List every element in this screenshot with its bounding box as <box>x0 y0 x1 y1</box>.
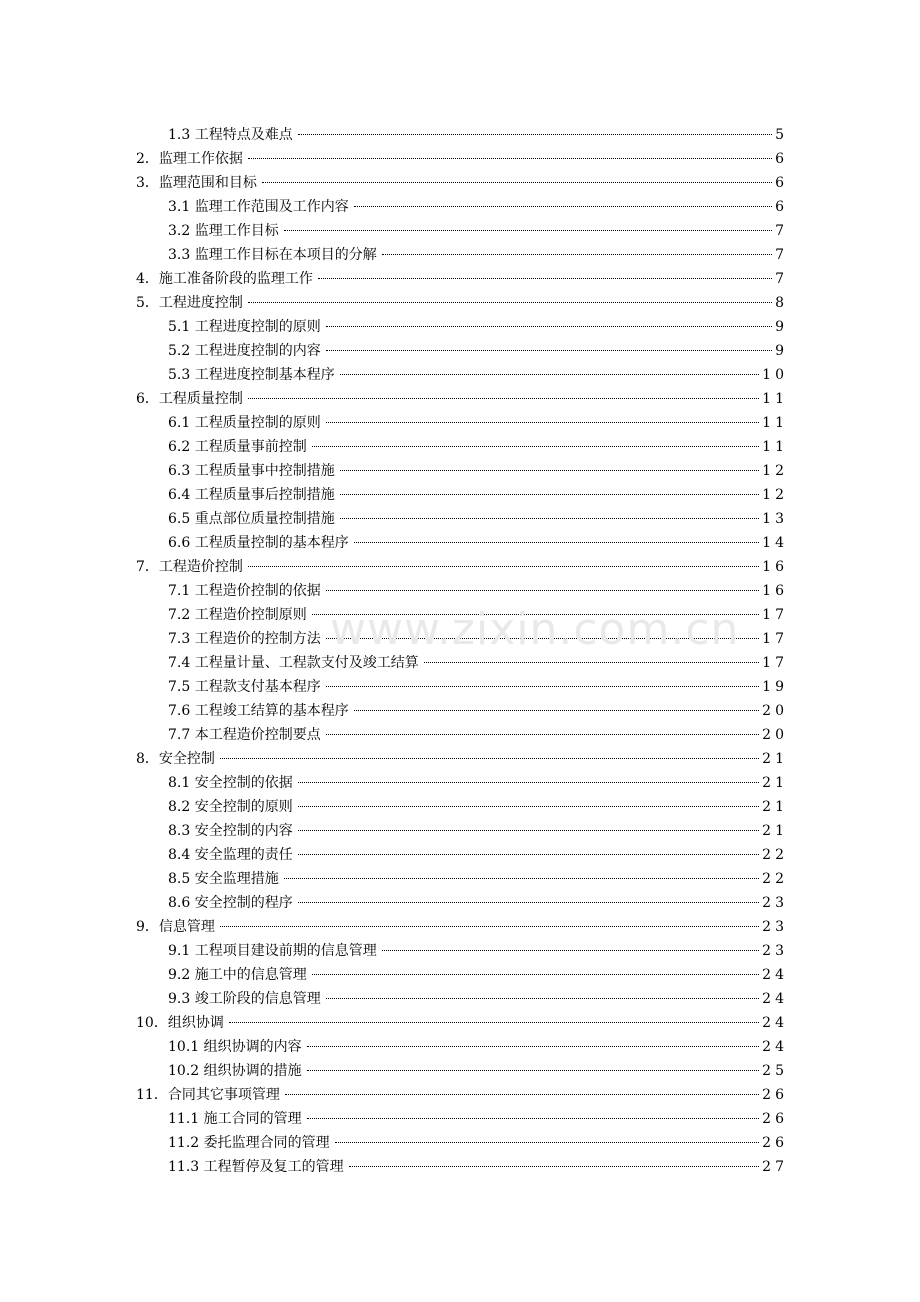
toc-dot-leader <box>326 422 759 423</box>
toc-dot-leader <box>382 950 759 951</box>
toc-entry-title: 7.7 本工程造价控制要点 <box>168 727 321 743</box>
toc-entry-page-number: 11 <box>762 391 788 407</box>
toc-entry-title: 1.3 工程特点及难点 <box>168 127 293 143</box>
toc-dot-leader <box>285 1094 759 1095</box>
toc-entry-page-number: 21 <box>762 799 788 815</box>
toc-entry-page-number: 20 <box>762 703 788 719</box>
toc-entry-page-number: 11 <box>762 415 788 431</box>
toc-entry[interactable] <box>0 891 920 915</box>
toc-entry[interactable] <box>0 147 920 171</box>
toc-entry-page-number: 22 <box>762 871 788 887</box>
toc-entry[interactable] <box>0 1131 920 1155</box>
toc-dot-leader <box>248 566 759 567</box>
toc-entry-page-number: 6 <box>775 151 788 167</box>
toc-entry-page-number: 24 <box>762 1039 788 1055</box>
toc-dot-leader <box>326 638 759 639</box>
toc-entry-title: 6.2 工程质量事前控制 <box>168 439 307 455</box>
toc-entry-title: 6．工程质量控制 <box>136 391 243 407</box>
toc-entry-page-number: 14 <box>762 535 788 551</box>
toc-entry-page-number: 10 <box>762 367 788 383</box>
toc-dot-leader <box>298 830 759 831</box>
toc-entry-page-number: 27 <box>762 1159 788 1175</box>
toc-dot-leader <box>298 782 759 783</box>
toc-dot-leader <box>326 686 759 687</box>
toc-dot-leader <box>284 230 772 231</box>
toc-entry[interactable] <box>0 435 920 459</box>
toc-entry-title: 7.6 工程竣工结算的基本程序 <box>168 703 349 719</box>
toc-entry-title: 6.5 重点部位质量控制措施 <box>168 511 335 527</box>
toc-entry-title: 6.4 工程质量事后控制措施 <box>168 487 335 503</box>
toc-entry-title: 3.2 监理工作目标 <box>168 223 279 239</box>
toc-dot-leader <box>424 662 759 663</box>
toc-entry-title: 8．安全控制 <box>136 751 215 767</box>
toc-entry-page-number: 23 <box>762 943 788 959</box>
toc-entry-page-number: 23 <box>762 895 788 911</box>
toc-entry-title: 5.1 工程进度控制的原则 <box>168 319 321 335</box>
toc-dot-leader <box>318 278 772 279</box>
toc-entry-title: 11.3 工程暂停及复工的管理 <box>168 1159 344 1175</box>
toc-entry[interactable] <box>0 963 920 987</box>
toc-dot-leader <box>248 158 772 159</box>
toc-entry-title: 2．监理工作依据 <box>136 151 243 167</box>
toc-dot-leader <box>340 494 759 495</box>
toc-dot-leader <box>312 614 759 615</box>
toc-entry-title: 8.3 安全控制的内容 <box>168 823 293 839</box>
toc-dot-leader <box>248 302 772 303</box>
toc-entry[interactable] <box>0 675 920 699</box>
toc-dot-leader <box>335 1142 760 1143</box>
toc-entry[interactable] <box>0 507 920 531</box>
toc-entry-page-number: 26 <box>762 1087 788 1103</box>
toc-dot-leader <box>307 1118 760 1119</box>
toc-dot-leader <box>298 902 759 903</box>
toc-entry-title: 8.4 安全监理的责任 <box>168 847 293 863</box>
toc-entry-title: 7.4 工程量计量、工程款支付及竣工结算 <box>168 655 419 671</box>
toc-dot-leader <box>326 350 772 351</box>
toc-entry-title: 9.1 工程项目建设前期的信息管理 <box>168 943 377 959</box>
toc-entry-page-number: 6 <box>775 199 788 215</box>
toc-entry[interactable] <box>0 939 920 963</box>
toc-dot-leader <box>298 134 772 135</box>
toc-entry-title: 11.2 委托监理合同的管理 <box>168 1135 330 1151</box>
toc-entry[interactable] <box>0 195 920 219</box>
toc-dot-leader <box>326 734 759 735</box>
toc-entry-page-number: 9 <box>775 319 788 335</box>
toc-entry[interactable] <box>0 867 920 891</box>
toc-entry[interactable] <box>0 1155 920 1179</box>
toc-dot-leader <box>312 974 759 975</box>
toc-entry[interactable] <box>0 1035 920 1059</box>
toc-entry[interactable] <box>0 267 920 291</box>
toc-entry-page-number: 26 <box>762 1111 788 1127</box>
toc-entry[interactable] <box>0 915 920 939</box>
toc-entry[interactable] <box>0 747 920 771</box>
toc-dot-leader <box>340 470 759 471</box>
toc-entry[interactable] <box>0 1107 920 1131</box>
toc-entry-title: 7.1 工程造价控制的依据 <box>168 583 321 599</box>
toc-entry-title: 8.6 安全控制的程序 <box>168 895 293 911</box>
toc-entry-title: 9．信息管理 <box>136 919 215 935</box>
toc-entry-page-number: 21 <box>762 823 788 839</box>
toc-dot-leader <box>312 446 759 447</box>
toc-entry[interactable] <box>0 843 920 867</box>
toc-entry-title: 7.5 工程款支付基本程序 <box>168 679 321 695</box>
toc-entry-title: 11．合同其它事项管理 <box>136 1087 280 1103</box>
toc-entry-page-number: 8 <box>775 295 788 311</box>
toc-entry-page-number: 11 <box>762 439 788 455</box>
toc-entry-page-number: 16 <box>762 559 788 575</box>
toc-entry-title: 8.1 安全控制的依据 <box>168 775 293 791</box>
toc-entry-page-number: 17 <box>762 631 788 647</box>
toc-entry-page-number: 17 <box>762 607 788 623</box>
toc-dot-leader <box>340 518 759 519</box>
toc-dot-leader <box>349 1166 760 1167</box>
toc-entry-page-number: 7 <box>775 271 788 287</box>
toc-dot-leader <box>307 1070 760 1071</box>
toc-entry[interactable] <box>0 1083 920 1107</box>
toc-entry[interactable] <box>0 459 920 483</box>
toc-entry-page-number: 7 <box>775 247 788 263</box>
toc-entry-title: 8.2 安全控制的原则 <box>168 799 293 815</box>
toc-entry-page-number: 16 <box>762 583 788 599</box>
toc-entry-page-number: 22 <box>762 847 788 863</box>
toc-entry-page-number: 7 <box>775 223 788 239</box>
toc-entry-page-number: 23 <box>762 919 788 935</box>
toc-entry-page-number: 21 <box>762 751 788 767</box>
toc-entry-page-number: 17 <box>762 655 788 671</box>
toc-entry[interactable] <box>0 339 920 363</box>
toc-entry-page-number: 20 <box>762 727 788 743</box>
toc-entry-title: 7．工程造价控制 <box>136 559 243 575</box>
toc-entry[interactable] <box>0 219 920 243</box>
toc-entry[interactable] <box>0 627 920 651</box>
toc-dot-leader <box>220 758 759 759</box>
toc-entry-page-number: 13 <box>762 511 788 527</box>
toc-entry-title: 11.1 施工合同的管理 <box>168 1111 302 1127</box>
toc-entry-page-number: 24 <box>762 1015 788 1031</box>
toc-entry-page-number: 5 <box>775 127 788 143</box>
toc-entry[interactable] <box>0 555 920 579</box>
toc-dot-leader <box>326 998 759 999</box>
table-of-contents <box>0 123 920 1179</box>
toc-dot-leader <box>326 590 759 591</box>
toc-entry-page-number: 19 <box>762 679 788 695</box>
toc-dot-leader <box>298 806 759 807</box>
toc-dot-leader <box>354 710 759 711</box>
toc-entry-title: 6.3 工程质量事中控制措施 <box>168 463 335 479</box>
toc-entry[interactable] <box>0 363 920 387</box>
toc-entry-title: 5．工程进度控制 <box>136 295 243 311</box>
toc-entry-page-number: 24 <box>762 991 788 1007</box>
toc-entry-title: 6.6 工程质量控制的基本程序 <box>168 535 349 551</box>
toc-dot-leader <box>340 374 759 375</box>
toc-entry[interactable] <box>0 795 920 819</box>
toc-dot-leader <box>284 878 759 879</box>
toc-dot-leader <box>382 254 772 255</box>
toc-entry-title: 10.2 组织协调的措施 <box>168 1063 302 1079</box>
toc-entry-page-number: 9 <box>775 343 788 359</box>
toc-entry-title: 3．监理范围和目标 <box>136 175 257 191</box>
toc-entry-title: 9.2 施工中的信息管理 <box>168 967 307 983</box>
toc-entry-title: 6.1 工程质量控制的原则 <box>168 415 321 431</box>
toc-entry[interactable] <box>0 987 920 1011</box>
toc-dot-leader <box>354 542 759 543</box>
toc-entry[interactable] <box>0 123 920 147</box>
toc-entry-page-number: 26 <box>762 1135 788 1151</box>
toc-entry[interactable] <box>0 819 920 843</box>
toc-entry-title: 3.3 监理工作目标在本项目的分解 <box>168 247 377 263</box>
toc-entry[interactable] <box>0 699 920 723</box>
toc-dot-leader <box>354 206 772 207</box>
watermark: www.zixin.com.cn <box>330 604 740 655</box>
toc-entry[interactable] <box>0 171 920 195</box>
toc-entry-title: 5.3 工程进度控制基本程序 <box>168 367 335 383</box>
toc-entry[interactable] <box>0 723 920 747</box>
toc-entry-title: 5.2 工程进度控制的内容 <box>168 343 321 359</box>
toc-entry[interactable] <box>0 291 920 315</box>
toc-dot-leader <box>262 182 772 183</box>
toc-dot-leader <box>326 326 772 327</box>
toc-dot-leader <box>298 854 759 855</box>
toc-dot-leader <box>220 926 759 927</box>
toc-entry-title: 4．施工准备阶段的监理工作 <box>136 271 313 287</box>
toc-entry-page-number: 12 <box>762 487 788 503</box>
toc-entry-title: 7.2 工程造价控制原则 <box>168 607 307 623</box>
toc-entry[interactable] <box>0 603 920 627</box>
toc-dot-leader <box>307 1046 760 1047</box>
toc-entry-page-number: 25 <box>762 1063 788 1079</box>
toc-entry[interactable] <box>0 531 920 555</box>
toc-entry[interactable] <box>0 771 920 795</box>
toc-dot-leader <box>248 398 759 399</box>
toc-dot-leader <box>229 1022 759 1023</box>
toc-entry[interactable] <box>0 651 920 675</box>
toc-entry-title: 8.5 安全监理措施 <box>168 871 279 887</box>
toc-entry-title: 10.1 组织协调的内容 <box>168 1039 302 1055</box>
toc-entry-title: 7.3 工程造价的控制方法 <box>168 631 321 647</box>
toc-entry[interactable] <box>0 483 920 507</box>
toc-entry-title: 10．组织协调 <box>136 1015 224 1031</box>
toc-entry[interactable] <box>0 315 920 339</box>
toc-entry[interactable] <box>0 387 920 411</box>
toc-entry-page-number: 12 <box>762 463 788 479</box>
toc-entry[interactable] <box>0 243 920 267</box>
toc-entry[interactable] <box>0 579 920 603</box>
toc-entry[interactable] <box>0 1059 920 1083</box>
toc-entry-page-number: 21 <box>762 775 788 791</box>
toc-entry-title: 9.3 竣工阶段的信息管理 <box>168 991 321 1007</box>
toc-entry-page-number: 6 <box>775 175 788 191</box>
toc-entry-page-number: 24 <box>762 967 788 983</box>
toc-entry[interactable] <box>0 411 920 435</box>
toc-entry-title: 3.1 监理工作范围及工作内容 <box>168 199 349 215</box>
toc-entry[interactable] <box>0 1011 920 1035</box>
